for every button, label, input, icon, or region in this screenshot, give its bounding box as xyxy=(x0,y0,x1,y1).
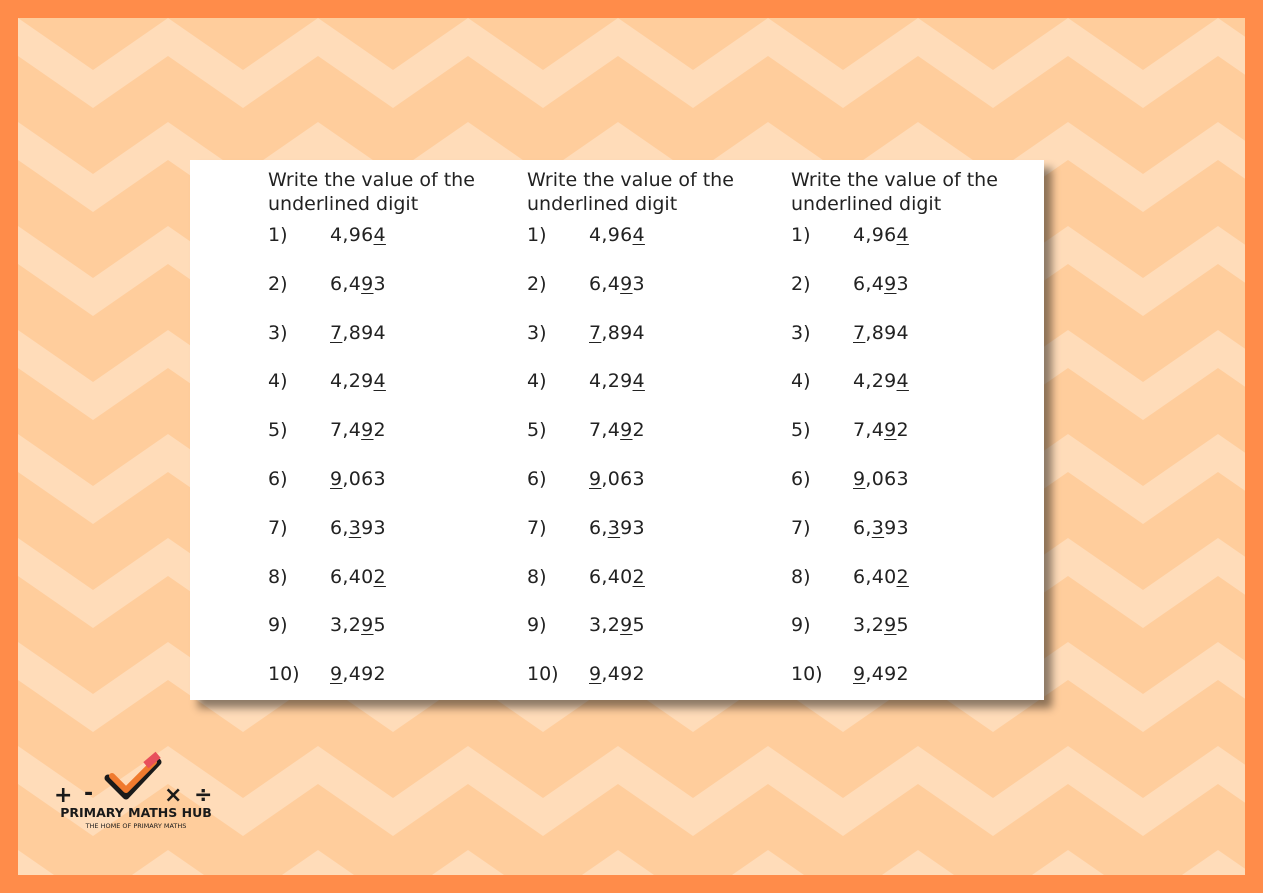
value-prefix: 6,40 xyxy=(853,565,897,588)
question-value xyxy=(330,566,386,588)
question-row xyxy=(268,517,475,566)
value-suffix: 2 xyxy=(373,419,386,442)
value-prefix: 6,4 xyxy=(330,272,362,295)
question-value xyxy=(330,468,386,490)
svg-text:×: × xyxy=(164,783,183,805)
question-value xyxy=(853,663,909,685)
question-number: 3) xyxy=(527,321,547,344)
question-value xyxy=(853,322,909,344)
question-row xyxy=(527,224,734,273)
underlined-digit: 7 xyxy=(853,321,866,344)
question-value xyxy=(330,614,386,636)
column-heading xyxy=(527,168,734,216)
underlined-digit: 9 xyxy=(884,614,897,637)
question-row xyxy=(527,370,734,419)
value-suffix: 2 xyxy=(896,419,909,442)
question-number: 4) xyxy=(791,370,811,393)
question-row xyxy=(791,566,998,615)
question-value xyxy=(330,273,386,295)
question-number: 10) xyxy=(527,663,559,686)
question-row xyxy=(527,468,734,517)
question-number: 7) xyxy=(791,516,811,539)
question-number: 2) xyxy=(268,272,288,295)
worksheet-column-1 xyxy=(268,168,475,712)
question-number: 5) xyxy=(527,419,547,442)
question-number: 5) xyxy=(268,419,288,442)
underlined-digit: 2 xyxy=(632,565,645,588)
underlined-digit: 9 xyxy=(361,419,374,442)
question-row xyxy=(791,419,998,468)
question-value xyxy=(589,322,645,344)
value-suffix: 3 xyxy=(373,272,386,295)
question-row xyxy=(268,224,475,273)
value-prefix: 6,40 xyxy=(589,565,633,588)
question-number: 2) xyxy=(527,272,547,295)
question-number: 4) xyxy=(527,370,547,393)
heading-line-1: Write the value of the xyxy=(791,169,998,191)
value-suffix: ,063 xyxy=(342,467,386,490)
question-row xyxy=(527,273,734,322)
question-number: 8) xyxy=(791,565,811,588)
value-suffix: 5 xyxy=(632,614,645,637)
question-value xyxy=(853,370,909,392)
question-row xyxy=(268,419,475,468)
worksheet-column-2 xyxy=(527,168,734,712)
underlined-digit: 4 xyxy=(632,370,645,393)
worksheet xyxy=(190,160,1044,700)
svg-text:÷: ÷ xyxy=(194,783,213,805)
question-row xyxy=(791,517,998,566)
value-suffix: ,063 xyxy=(865,467,909,490)
question-row xyxy=(791,224,998,273)
question-value xyxy=(330,663,386,685)
underlined-digit: 9 xyxy=(330,663,343,686)
heading-line-2: underlined digit xyxy=(791,193,942,215)
value-prefix: 6, xyxy=(853,516,872,539)
value-prefix: 3,2 xyxy=(330,614,362,637)
value-suffix: 5 xyxy=(373,614,386,637)
heading-line-1: Write the value of the xyxy=(527,169,734,191)
question-number: 2) xyxy=(791,272,811,295)
underlined-digit: 3 xyxy=(607,516,621,539)
question-row xyxy=(527,614,734,663)
question-value xyxy=(589,614,645,636)
question-number: 9) xyxy=(268,614,288,637)
question-number: 6) xyxy=(527,467,547,490)
question-number: 8) xyxy=(527,565,547,588)
underlined-digit: 3 xyxy=(348,516,362,539)
question-number: 1) xyxy=(268,224,288,246)
underlined-digit: 9 xyxy=(361,272,374,295)
value-prefix: 7,4 xyxy=(330,419,362,442)
column-heading xyxy=(268,168,475,216)
question-row xyxy=(527,663,734,712)
logo-tagline: THE HOME OF PRIMARY MATHS xyxy=(85,822,187,830)
question-value xyxy=(330,517,386,539)
question-value xyxy=(853,273,909,295)
question-number: 3) xyxy=(791,321,811,344)
underlined-digit: 9 xyxy=(884,419,897,442)
question-value xyxy=(589,273,645,295)
underlined-digit: 4 xyxy=(373,370,386,393)
question-value xyxy=(330,322,386,344)
question-value xyxy=(853,614,909,636)
question-row xyxy=(268,663,475,712)
question-value xyxy=(589,419,645,441)
question-row xyxy=(268,468,475,517)
logo-brand-text: PRIMARY MATHS HUB xyxy=(60,805,212,820)
question-value xyxy=(330,370,386,392)
question-list xyxy=(527,224,734,712)
question-number: 8) xyxy=(268,565,288,588)
underlined-digit: 9 xyxy=(620,272,633,295)
logo-mark-icon xyxy=(40,750,230,805)
value-prefix: 4,29 xyxy=(853,370,897,393)
question-number: 10) xyxy=(268,663,300,686)
value-prefix: 3,2 xyxy=(853,614,885,637)
underlined-digit: 9 xyxy=(330,467,343,490)
question-list xyxy=(791,224,998,712)
underlined-digit: 9 xyxy=(361,614,374,637)
question-row xyxy=(791,468,998,517)
underlined-digit: 7 xyxy=(330,321,343,344)
value-suffix: ,894 xyxy=(865,321,909,344)
question-value xyxy=(330,224,386,246)
question-row xyxy=(527,517,734,566)
question-row xyxy=(791,273,998,322)
question-row xyxy=(268,273,475,322)
question-number: 7) xyxy=(527,516,547,539)
question-row xyxy=(791,370,998,419)
question-row xyxy=(527,322,734,371)
question-row xyxy=(791,663,998,712)
question-value xyxy=(853,468,909,490)
question-row xyxy=(791,614,998,663)
underlined-digit: 4 xyxy=(896,370,909,393)
underlined-digit: 2 xyxy=(373,565,386,588)
question-value xyxy=(853,419,909,441)
worksheet-column-3 xyxy=(791,168,998,712)
heading-line-2: underlined digit xyxy=(268,193,419,215)
primary-maths-hub-logo xyxy=(40,750,230,835)
underlined-digit: 9 xyxy=(620,614,633,637)
value-suffix: 93 xyxy=(884,516,909,539)
value-suffix: ,894 xyxy=(342,321,386,344)
question-value xyxy=(853,517,909,539)
value-suffix: ,492 xyxy=(865,663,909,686)
underlined-digit: 3 xyxy=(871,516,885,539)
underlined-digit: 9 xyxy=(853,467,866,490)
underlined-digit: 4 xyxy=(896,224,909,246)
value-prefix: 4,96 xyxy=(330,224,374,246)
underlined-digit: 2 xyxy=(896,565,909,588)
question-value xyxy=(589,370,645,392)
question-number: 5) xyxy=(791,419,811,442)
value-suffix: ,894 xyxy=(601,321,645,344)
question-value xyxy=(589,517,645,539)
question-value xyxy=(589,224,645,246)
value-suffix: 5 xyxy=(896,614,909,637)
value-prefix: 4,96 xyxy=(853,224,897,246)
heading-line-1: Write the value of the xyxy=(268,169,475,191)
value-suffix: ,492 xyxy=(342,663,386,686)
question-number: 1) xyxy=(791,224,811,246)
question-value xyxy=(589,663,645,685)
value-prefix: 4,96 xyxy=(589,224,633,246)
svg-text:-: - xyxy=(84,781,94,805)
question-list xyxy=(268,224,475,712)
value-prefix: 3,2 xyxy=(589,614,621,637)
question-row xyxy=(527,566,734,615)
value-prefix: 6,4 xyxy=(853,272,885,295)
value-suffix: 3 xyxy=(896,272,909,295)
underlined-digit: 9 xyxy=(884,272,897,295)
question-number: 10) xyxy=(791,663,823,686)
underlined-digit: 9 xyxy=(589,467,602,490)
underlined-digit: 4 xyxy=(373,224,386,246)
question-row xyxy=(268,614,475,663)
column-heading xyxy=(791,168,998,216)
underlined-digit: 9 xyxy=(853,663,866,686)
question-value xyxy=(330,419,386,441)
question-value xyxy=(589,468,645,490)
question-number: 6) xyxy=(791,467,811,490)
underlined-digit: 9 xyxy=(589,663,602,686)
question-number: 9) xyxy=(527,614,547,637)
value-prefix: 4,29 xyxy=(330,370,374,393)
value-suffix: ,492 xyxy=(601,663,645,686)
underlined-digit: 4 xyxy=(632,224,645,246)
value-prefix: 7,4 xyxy=(853,419,885,442)
value-prefix: 7,4 xyxy=(589,419,621,442)
question-number: 3) xyxy=(268,321,288,344)
question-row xyxy=(268,322,475,371)
value-suffix: 2 xyxy=(632,419,645,442)
question-number: 6) xyxy=(268,467,288,490)
question-row xyxy=(268,370,475,419)
value-prefix: 4,29 xyxy=(589,370,633,393)
value-suffix: ,063 xyxy=(601,467,645,490)
value-prefix: 6, xyxy=(589,516,608,539)
svg-text:+: + xyxy=(54,783,73,805)
question-row xyxy=(527,419,734,468)
value-prefix: 6, xyxy=(330,516,349,539)
question-number: 9) xyxy=(791,614,811,637)
question-number: 1) xyxy=(527,224,547,246)
value-prefix: 6,40 xyxy=(330,565,374,588)
underlined-digit: 9 xyxy=(620,419,633,442)
question-row xyxy=(268,566,475,615)
question-row xyxy=(791,322,998,371)
question-value xyxy=(853,566,909,588)
underlined-digit: 7 xyxy=(589,321,602,344)
value-suffix: 93 xyxy=(361,516,386,539)
question-value xyxy=(589,566,645,588)
value-prefix: 6,4 xyxy=(589,272,621,295)
question-number: 7) xyxy=(268,516,288,539)
heading-line-2: underlined digit xyxy=(527,193,678,215)
value-suffix: 93 xyxy=(620,516,645,539)
value-suffix: 3 xyxy=(632,272,645,295)
question-number: 4) xyxy=(268,370,288,393)
question-value xyxy=(853,224,909,246)
